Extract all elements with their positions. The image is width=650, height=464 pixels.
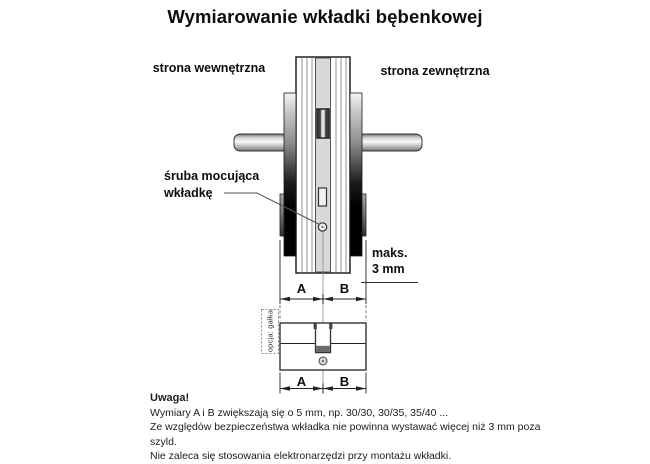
dim-b-upper: B: [339, 281, 350, 296]
handle-inner: [234, 134, 288, 151]
mounting-screw-label-line2: wkładkę: [164, 185, 213, 200]
max-protrusion-label-line2: 3 mm: [372, 262, 405, 276]
dim-a-upper: A: [296, 281, 307, 296]
notes-heading: Uwaga!: [150, 392, 190, 404]
notes-line: Ze względów bezpieczeństwa wkładka nie powinna wystawać więcej niż 3 mm poza szyld.: [150, 421, 541, 448]
notes-block: [150, 392, 570, 464]
notes-line: Wymiary A i B zwiększają się o 5 mm, np. 30/30, 30/35, 35/40 ...: [150, 407, 449, 419]
mounting-screw-label: [164, 168, 259, 201]
lock-follower: [317, 109, 329, 138]
keep-slot: [319, 188, 327, 206]
outer-side-label: strona zewnętrzna: [380, 64, 490, 78]
dim-b-lower: B: [339, 373, 350, 389]
escutcheon-outer: [350, 93, 362, 256]
max-protrusion-label: [372, 245, 407, 277]
inner-side-label: strona wewnętrzna: [152, 61, 266, 75]
mounting-screw-label-line1: śruba mocująca: [164, 169, 260, 183]
cylinder-profile: [280, 323, 366, 370]
notes-line: Nie zaleca się stosowania elektronarzędzi przy montażu wkładki.: [150, 450, 452, 463]
page-title: Wymiarowanie wkładki bębenkowej: [167, 6, 483, 27]
dim-a-lower: A: [296, 373, 307, 389]
escutcheon-inner: [284, 93, 296, 256]
handle-outer: [358, 134, 422, 151]
max-protrusion-label-line1: maks.: [372, 246, 408, 260]
knob-option-label: opcja: gałka: [265, 309, 275, 353]
